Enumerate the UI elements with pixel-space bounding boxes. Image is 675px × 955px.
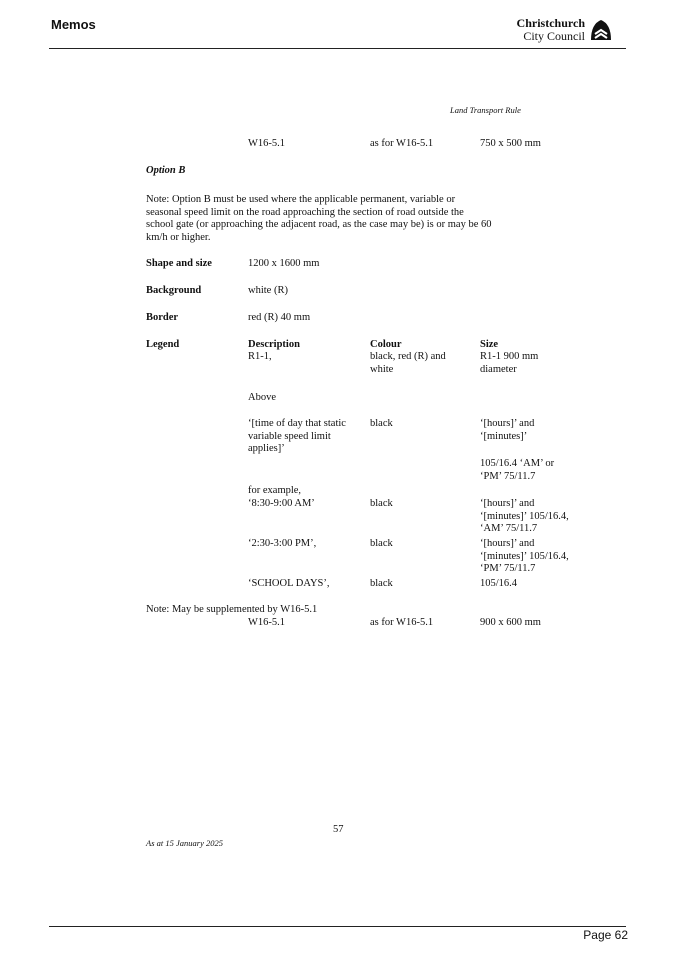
header-divider [49, 48, 626, 49]
desc-line: ‘8:30-9:00 AM’ [248, 497, 315, 509]
desc-line: variable speed limit [248, 430, 331, 442]
background-label: Background [146, 285, 202, 296]
top-row-code: W16-5.1 [248, 138, 286, 149]
legend-pm-colour: black [370, 538, 393, 549]
logo-line-2: City Council [523, 29, 585, 43]
colour-line: black, red (R) and [370, 351, 446, 362]
legend-example-desc [248, 485, 315, 510]
desc-line: applies]’ [248, 443, 285, 454]
note-line: km/h or higher. [146, 231, 211, 243]
legend-header-colour: Colour [370, 339, 402, 350]
legend-r1-desc: R1-1, [248, 351, 272, 362]
legend-label: Legend [146, 339, 180, 350]
note-option-b [146, 194, 536, 244]
header-title: Memos [51, 17, 96, 32]
legend-example-size [480, 498, 569, 536]
legend-example-colour: black [370, 498, 393, 509]
document-date: As at 15 January 2025 [146, 838, 223, 848]
page-label: Page 62 [583, 928, 628, 942]
document-page-number: 57 [333, 824, 344, 835]
running-head: Land Transport Rule [450, 105, 521, 115]
note-line: Note: Option B must be used where the applicable permanent, variable or [146, 194, 456, 205]
logo-line-1: Christchurch [516, 16, 585, 30]
size-line: ‘[minutes]’ 105/16.4, [480, 510, 569, 522]
legend-time-size [480, 418, 534, 443]
legend-time-size-2 [480, 458, 554, 483]
council-logo [517, 17, 613, 43]
legend-school-size: 105/16.4 [480, 578, 518, 589]
size-line: ‘[minutes]’ [480, 430, 528, 442]
size-line: 105/16.4 ‘AM’ or [480, 458, 555, 469]
legend-r1-size [480, 351, 538, 376]
note-supplement: Note: May be supplemented by W16-5.1 [146, 604, 318, 615]
size-line: ‘PM’ 75/11.7 [480, 470, 536, 482]
shape-label: Shape and size [146, 258, 212, 269]
note-line: seasonal speed limit on the road approaching the section of road outside the [146, 206, 464, 218]
bottom-row-code: W16-5.1 [248, 617, 286, 628]
option-heading: Option B [146, 165, 186, 176]
size-line: diameter [480, 363, 517, 375]
size-line: R1-1 900 mm [480, 351, 539, 362]
size-line: ‘PM’ 75/11.7 [480, 563, 536, 574]
desc-line: ‘[time of day that static [248, 418, 346, 429]
size-line: ‘[hours]’ and [480, 418, 535, 429]
legend-pm-size [480, 538, 569, 576]
bottom-row-colour: as for W16-5.1 [370, 617, 434, 628]
background-value: white (R) [248, 285, 288, 296]
bottom-row-size: 900 x 600 mm [480, 617, 541, 628]
top-row-colour: as for W16-5.1 [370, 138, 434, 149]
cathedral-icon [589, 18, 613, 42]
top-row-size: 750 x 500 mm [480, 138, 541, 149]
footer-divider [49, 926, 626, 927]
size-line: ‘[hours]’ and [480, 498, 535, 509]
shape-value: 1200 x 1600 mm [248, 258, 320, 269]
border-value: red (R) 40 mm [248, 312, 311, 323]
legend-header-size: Size [480, 339, 499, 350]
colour-line: white [370, 363, 394, 375]
legend-school-colour: black [370, 578, 393, 589]
legend-above: Above [248, 392, 276, 403]
note-line: school gate (or approaching the adjacent road, as the case may be) is or may be 60 [146, 219, 492, 230]
legend-r1-colour [370, 351, 446, 376]
size-line: ‘[minutes]’ 105/16.4, [480, 550, 569, 562]
size-line: ‘AM’ 75/11.7 [480, 523, 538, 534]
size-line: ‘[hours]’ and [480, 538, 535, 549]
legend-school-desc: ‘SCHOOL DAYS’, [248, 578, 330, 589]
legend-time-colour: black [370, 418, 393, 429]
legend-time-desc [248, 418, 346, 456]
legend-header-description: Description [248, 339, 300, 350]
legend-pm-desc: ‘2:30-3:00 PM’, [248, 538, 317, 549]
desc-line: for example, [248, 485, 302, 496]
border-label: Border [146, 312, 179, 323]
